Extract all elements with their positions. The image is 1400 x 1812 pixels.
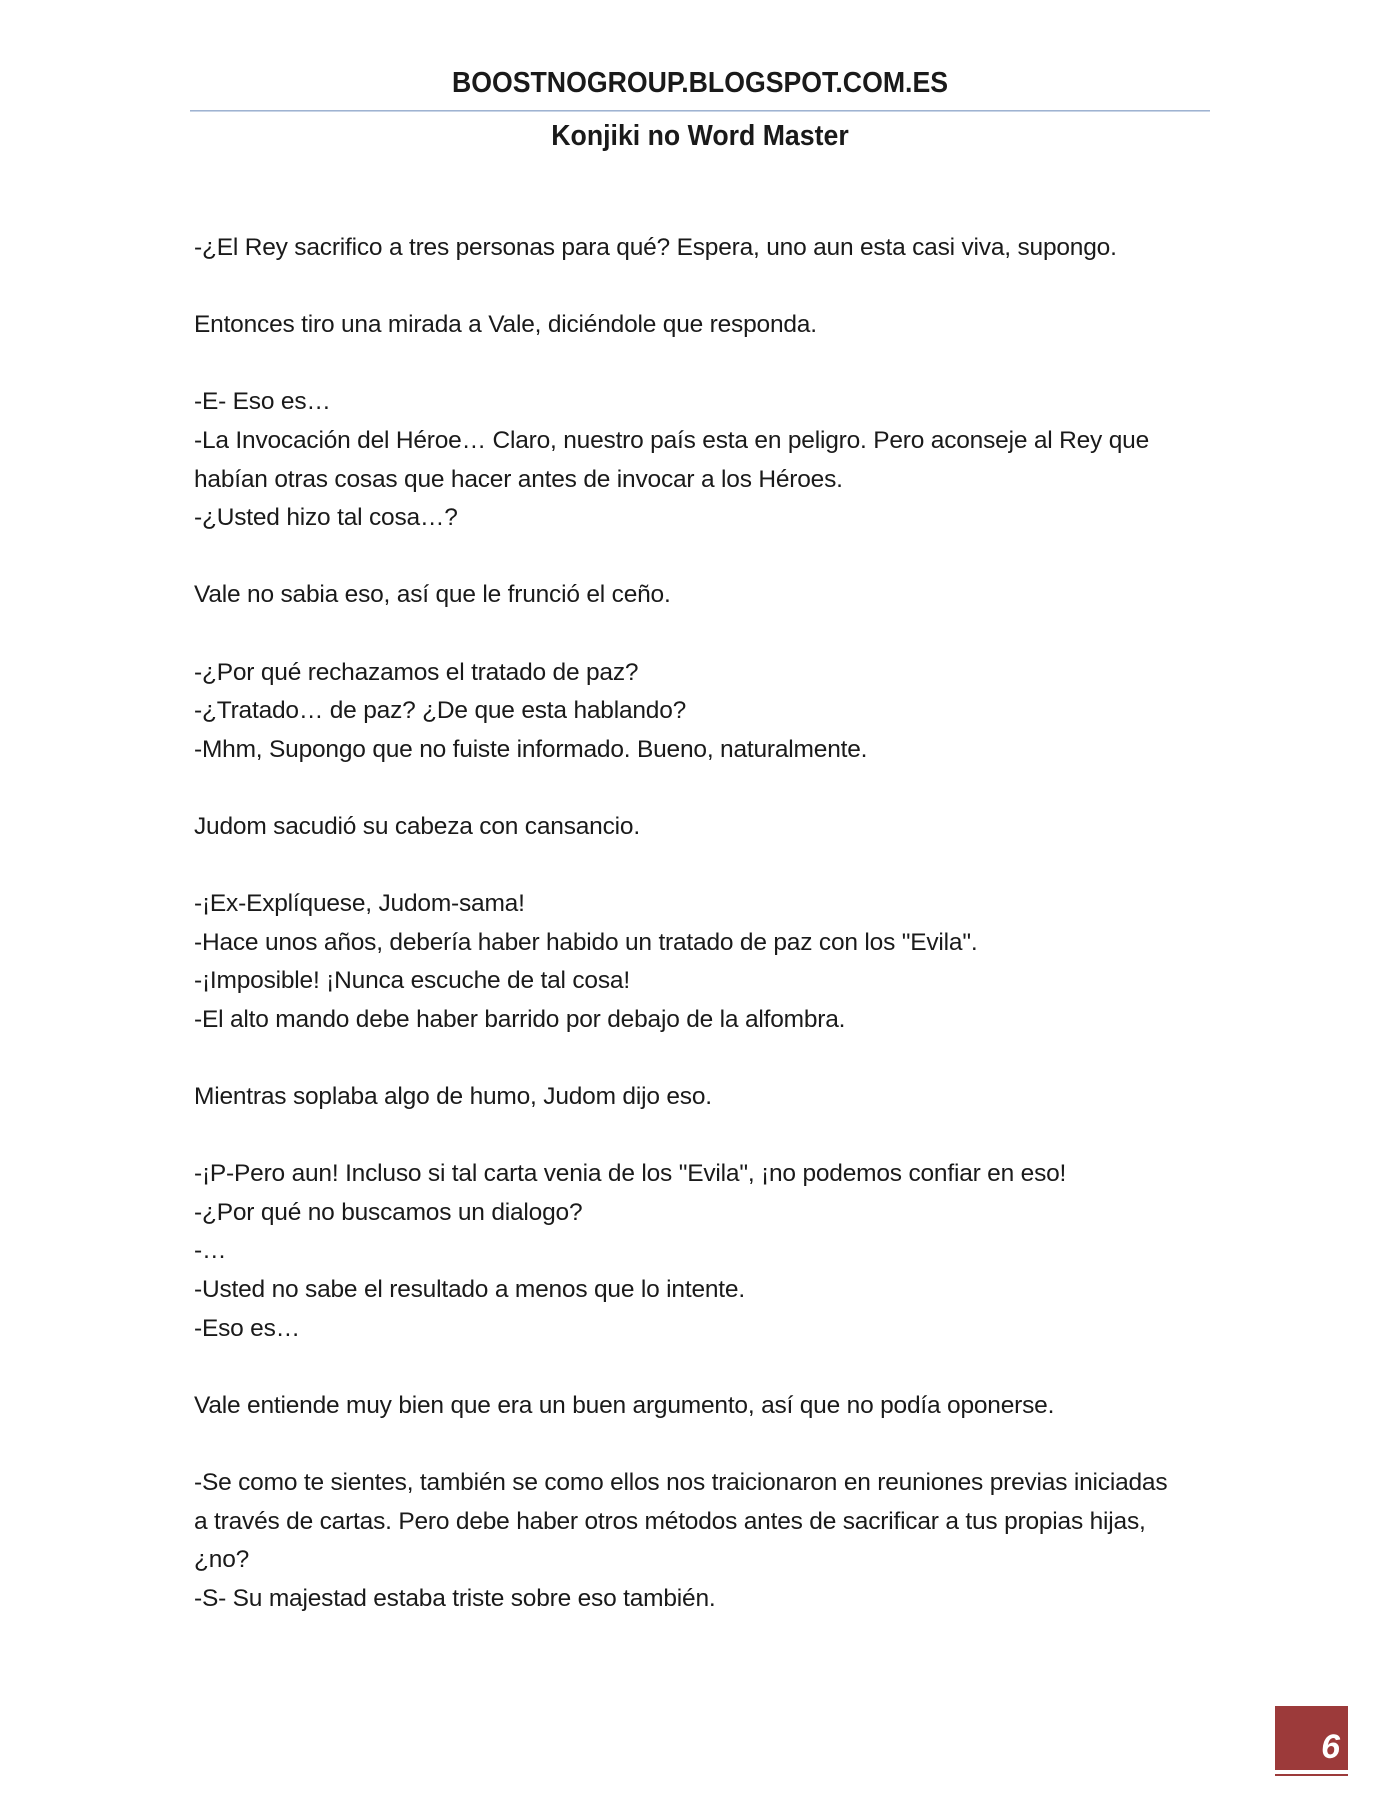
paragraph-gap (194, 1348, 1214, 1387)
text-line: -El alto mando debe haber barrido por debajo de la alfombra. (194, 1005, 846, 1033)
paragraph-gap (194, 847, 1214, 886)
book-title: Konjiki no Word Master (551, 120, 849, 152)
text-line: -… (194, 1237, 227, 1265)
text-line: habían otras cosas que hacer antes de invocar a los Héroes. (194, 465, 843, 493)
text-line: -¡Ex-Explíquese, Judom-sama! (194, 890, 525, 918)
text-line: -Se como te sientes, también se como ellos nos traicionaron en reuniones previas iniciadas (194, 1469, 1168, 1496)
document-body (194, 229, 1214, 1618)
paragraph-gap (194, 1117, 1214, 1156)
text-line: -¿Por qué no buscamos un dialogo? (194, 1198, 583, 1226)
text-line: -¡P-Pero aun! Incluso si tal carta venia de los "Evila", ¡no podemos confiar en eso! (194, 1160, 1067, 1188)
paragraph-gap (194, 1039, 1214, 1078)
text-line: -¡Imposible! ¡Nunca escuche de tal cosa! (194, 967, 630, 995)
text-line: -¿El Rey sacrifico a tres personas para qué? Espera, uno aun esta casi viva, supongo. (194, 234, 1117, 261)
text-line: Vale no sabia eso, así que le frunció el ceño. (194, 581, 671, 609)
page-number-underline (1275, 1774, 1348, 1776)
site-title: BOOSTNOGROUP.BLOGSPOT.COM.ES (451, 67, 949, 99)
text-line: Mientras soplaba algo de humo, Judom dijo eso. (194, 1083, 712, 1111)
text-line: -Usted no sabe el resultado a menos que lo intente. (194, 1276, 745, 1304)
paragraph-gap (194, 538, 1214, 577)
paragraph-gap (194, 1425, 1214, 1464)
text-line: a través de cartas. Pero debe haber otros métodos antes de sacrificar a tus propias hijas, (194, 1507, 1146, 1535)
text-line: -Hace unos años, debería haber habido un tratado de paz con los "Evila". (194, 928, 978, 956)
paragraph-gap (194, 268, 1214, 307)
paragraph-gap (194, 615, 1214, 654)
text-line: Vale entiende muy bien que era un buen argumento, así que no podía oponerse. (194, 1391, 1055, 1419)
text-line: Entonces tiro una mirada a Vale, diciéndole que responda. (194, 311, 817, 339)
text-line: -Eso es… (194, 1314, 300, 1342)
text-line: -¿Tratado… de paz? ¿De que esta hablando? (194, 697, 687, 725)
text-line: -Mhm, Supongo que no fuiste informado. Bueno, naturalmente. (194, 735, 868, 763)
paragraph-gap (194, 769, 1214, 808)
page-number: 6 (1321, 1728, 1340, 1766)
text-line: -¿Usted hizo tal cosa…? (194, 504, 458, 532)
text-line: -La Invocación del Héroe… Claro, nuestro país esta en peligro. Pero aconseje al Rey que (194, 426, 1149, 454)
text-line: ¿no? (194, 1546, 250, 1574)
header-divider (190, 110, 1210, 112)
paragraph-gap (194, 345, 1214, 384)
text-line: Judom sacudió su cabeza con cansancio. (194, 812, 640, 840)
page-header (190, 62, 1210, 158)
text-line: -E- Eso es… (194, 388, 331, 416)
text-line: -¿Por qué rechazamos el tratado de paz? (194, 658, 639, 686)
text-line: -S- Su majestad estaba triste sobre eso también. (194, 1584, 716, 1612)
page-number-badge (1275, 1706, 1348, 1770)
